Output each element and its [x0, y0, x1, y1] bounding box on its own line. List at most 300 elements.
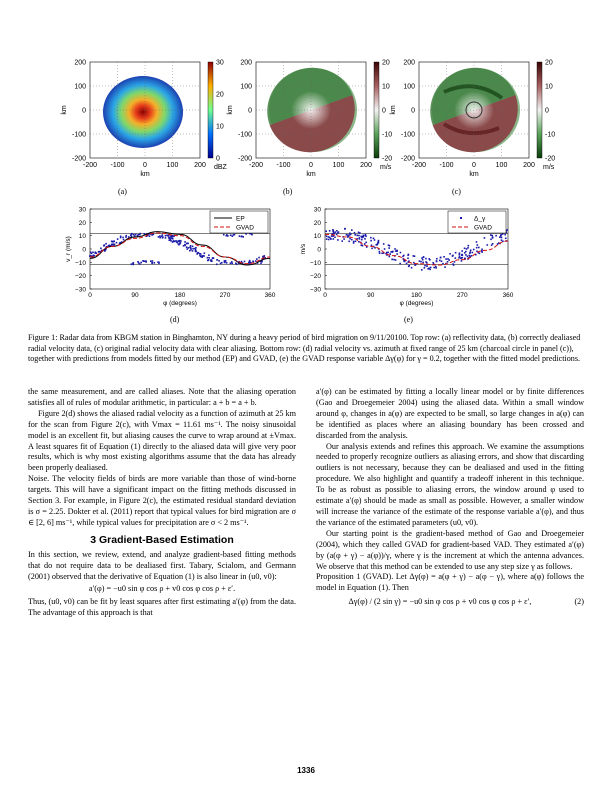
data-point: [500, 234, 502, 236]
data-point: [216, 263, 218, 265]
data-point: [354, 232, 356, 234]
data-point: [184, 241, 186, 243]
data-point: [149, 235, 151, 237]
data-point: [442, 263, 444, 265]
map-x-label: km: [140, 171, 150, 178]
data-point: [180, 240, 182, 242]
map-y-tick: 100: [240, 83, 252, 91]
data-point: [332, 230, 334, 232]
data-point: [364, 238, 366, 240]
data-point: [189, 246, 191, 248]
data-point: [491, 244, 493, 246]
proposition-1: Proposition 1 (GVAD). Let Δγ(φ) = a(φ + γ) − a(φ − γ), where a(φ) follows the model in Equation (1). Then: [316, 572, 584, 593]
data-point: [502, 233, 504, 235]
data-point: [169, 236, 171, 238]
equation-2-number: (2): [574, 597, 584, 607]
data-point: [414, 264, 416, 266]
map-y-tick: 0: [248, 107, 252, 115]
data-point: [116, 242, 118, 244]
data-point: [334, 231, 336, 233]
data-point: [477, 244, 479, 246]
data-point: [396, 253, 398, 255]
map-x-tick: 100: [166, 162, 179, 169]
data-point: [111, 244, 113, 246]
colorbar-tick: 30: [216, 59, 224, 67]
section-heading: 3 Gradient-Based Estimation: [90, 533, 234, 546]
data-point: [158, 236, 160, 238]
data-point: [224, 260, 226, 262]
data-point: [263, 255, 265, 257]
data-point: [392, 251, 394, 253]
plot-y-tick: −10: [74, 259, 86, 267]
data-point: [351, 229, 353, 231]
data-point: [383, 243, 385, 245]
data-point: [365, 235, 367, 237]
data-point: [388, 247, 390, 249]
data-point: [245, 233, 247, 235]
data-point: [260, 262, 262, 264]
data-point: [449, 253, 451, 255]
map-x-tick: 200: [523, 162, 535, 169]
plot-x-tick: 0: [323, 292, 327, 299]
data-point: [348, 241, 350, 243]
data-point: [230, 262, 232, 264]
data-point: [143, 233, 145, 235]
data-point: [501, 237, 503, 239]
data-point: [484, 237, 486, 239]
map-y-tick: -100: [71, 131, 86, 139]
data-point: [470, 249, 472, 251]
data-point: [230, 234, 232, 236]
data-point: [113, 241, 115, 243]
data-point: [364, 243, 366, 245]
data-point: [432, 262, 434, 264]
data-point: [123, 239, 125, 241]
plot-x-tick: 180: [411, 292, 422, 299]
data-point: [169, 239, 171, 241]
data-point: [179, 241, 181, 243]
data-point: [505, 238, 507, 240]
data-point: [411, 267, 413, 269]
data-point: [393, 259, 395, 261]
data-point: [495, 235, 497, 237]
data-point: [139, 263, 141, 265]
map-x-tick: 200: [194, 162, 206, 169]
panel-e-label: (e): [404, 315, 413, 324]
data-point: [186, 246, 188, 248]
data-point: [258, 257, 260, 259]
data-point: [461, 260, 463, 262]
data-point: [103, 245, 105, 247]
plot-y-tick: −10: [309, 259, 321, 267]
colorbar-tick: -20: [545, 155, 556, 163]
right-para-2: Our analysis extends and refines this approach. We examine the assumptions needed to properly recognize outliers as aliasing errors, and show that discarding outliers is not necessary, because they can be dealiased and used in the fitting procedure. We also highlight and quantify a tradeoff inherent in this technique. To be as robust as possible to aliasing errors, the window around φ used to estimate a′(φ) should be made as small as possible. However, a smaller window will increase the variance of the estimate of the response variable a′(φ), and thus the variance of the estimated parameters (u0, v0).: [316, 441, 584, 527]
colorbar-tick: -10: [545, 131, 556, 139]
data-point: [252, 261, 254, 263]
data-point: [491, 235, 493, 237]
data-point: [469, 255, 471, 257]
panel-a-label: (a): [118, 187, 127, 196]
data-point: [250, 261, 252, 263]
data-point: [152, 260, 154, 262]
data-point: [208, 257, 210, 259]
data-point: [195, 250, 197, 252]
map-y-tick: -100: [237, 131, 252, 139]
data-point: [443, 256, 445, 258]
data-point: [336, 230, 338, 232]
legend: [210, 211, 268, 233]
data-point: [358, 237, 360, 239]
left-para-4: In this section, we review, extend, and analyze gradient-based fitting methods that do not require data to be dealiased first. Tabary, Scialom, and Germann (2001) observed that the derivative of Equation (1) is also linear in (u0, v0):: [28, 549, 296, 581]
data-point: [490, 234, 492, 236]
map-x-tick: -100: [276, 162, 291, 169]
map-x-tick: -200: [248, 162, 264, 169]
data-point: [360, 244, 362, 246]
data-point: [435, 266, 437, 268]
data-point: [353, 241, 355, 243]
data-point: [455, 257, 457, 259]
data-point: [425, 258, 427, 260]
data-point: [343, 238, 345, 240]
data-point: [381, 252, 383, 254]
data-point: [447, 261, 449, 263]
data-point: [426, 265, 428, 267]
data-point: [362, 235, 364, 237]
data-point: [338, 231, 340, 233]
data-point: [117, 238, 119, 240]
plot-y-tick: 0: [317, 246, 321, 254]
colorbar-unit: m/s: [380, 164, 392, 171]
data-point: [120, 237, 122, 239]
map-panels: [61, 55, 555, 178]
colorbar-tick: 10: [382, 83, 390, 91]
data-point: [468, 245, 470, 247]
data-point: [408, 254, 410, 256]
plot-y-label: m/s: [300, 243, 307, 255]
data-point: [325, 230, 327, 232]
data-point: [333, 238, 335, 240]
data-point: [192, 250, 194, 252]
map-x-tick: 200: [360, 162, 372, 169]
line-plots: [65, 207, 514, 308]
data-point: [172, 238, 174, 240]
data-point: [241, 236, 243, 238]
data-point: [183, 245, 185, 247]
data-point: [334, 236, 336, 238]
data-point: [200, 253, 202, 255]
data-point: [374, 239, 376, 241]
data-point: [379, 251, 381, 253]
data-point: [421, 269, 423, 271]
colorbar-tick: 0: [216, 155, 220, 163]
left-para-5: Thus, (u0, v0) can be fit by least squares after first estimating a′(φ) from the data. The advantage of this approach is that: [28, 597, 296, 618]
colorbar-tick: 20: [382, 59, 390, 67]
data-point: [256, 258, 258, 260]
data-point: [158, 262, 160, 264]
data-point: [218, 260, 220, 262]
data-point: [165, 235, 167, 237]
page-number: 1336: [297, 766, 315, 775]
data-point: [220, 263, 222, 265]
data-point: [94, 252, 96, 254]
data-point: [391, 259, 393, 261]
data-point: [122, 237, 124, 239]
data-point: [349, 232, 351, 234]
legend-marker: [460, 217, 462, 219]
data-point: [408, 265, 410, 267]
data-point: [354, 234, 356, 236]
data-point: [341, 240, 343, 242]
plot-1: [300, 207, 514, 308]
data-point: [423, 256, 425, 258]
data-point: [396, 250, 398, 252]
plot-y-tick: −20: [309, 273, 321, 281]
right-para-3: Our starting point is the gradient-based method of Gao and Droegemeier (2004), which they called GVAD for gradient-based VAD. They estimated a′(φ) by (a(φ + γ) − a(φ))/γ, where γ is the increment at which the antenna advances. We observe that this method can be extended to use any step size γ as follows.: [316, 528, 584, 571]
data-point: [439, 260, 441, 262]
data-point: [479, 252, 481, 254]
data-point: [337, 239, 339, 241]
map-panel-1: [227, 55, 392, 178]
left-column: [28, 387, 296, 619]
data-point: [346, 234, 348, 236]
colorbar-tick: 20: [216, 91, 224, 99]
data-point: [359, 232, 361, 234]
data-point: [376, 244, 378, 246]
data-point: [422, 259, 424, 261]
map-x-label: km: [306, 171, 316, 178]
data-point: [328, 239, 330, 241]
panel-d-label: (d): [170, 315, 180, 324]
data-point: [465, 251, 467, 253]
data-point: [347, 236, 349, 238]
data-point: [389, 253, 391, 255]
data-point: [190, 245, 192, 247]
data-point: [194, 248, 196, 250]
data-point: [329, 237, 331, 239]
map-y-label: km: [61, 105, 68, 115]
map-x-tick: -100: [439, 162, 454, 169]
plot-x-tick: 360: [502, 292, 514, 299]
data-point: [361, 239, 363, 241]
data-point: [199, 255, 201, 257]
data-point: [436, 258, 438, 260]
colorbar-tick: 10: [216, 123, 224, 131]
plot-x-tick: 270: [456, 292, 468, 299]
plot-y-tick: −30: [74, 286, 86, 294]
right-column: [316, 387, 584, 608]
data-point: [490, 239, 492, 241]
equation-2-row: [316, 597, 584, 608]
data-point: [92, 251, 94, 253]
data-point: [326, 236, 328, 238]
legend-label: Δ_γ: [474, 215, 486, 223]
data-point: [226, 262, 228, 264]
legend-label: GVAD: [236, 224, 254, 232]
plot-y-tick: −20: [74, 273, 86, 281]
data-point: [208, 254, 210, 256]
plot-y-tick: −30: [309, 286, 321, 294]
data-point: [128, 236, 130, 238]
data-point: [420, 261, 422, 263]
data-point: [244, 261, 246, 263]
data-point: [249, 260, 251, 262]
data-point: [90, 251, 92, 253]
legend-label: GVAD: [474, 224, 492, 232]
map-panel-0: [61, 60, 228, 179]
data-point: [389, 245, 391, 247]
data-point: [161, 236, 163, 238]
data-point: [384, 248, 386, 250]
data-point: [130, 234, 132, 236]
data-point: [390, 251, 392, 253]
data-point: [406, 263, 408, 265]
map-y-tick: -200: [71, 155, 86, 163]
data-point: [501, 239, 503, 241]
data-point: [461, 257, 463, 259]
data-point: [395, 259, 397, 261]
data-point: [207, 260, 209, 262]
data-point: [465, 254, 467, 256]
data-point: [140, 262, 142, 264]
data-point: [139, 234, 141, 236]
data-point: [344, 228, 346, 230]
figure-caption: Figure 1: Radar data from KBGM station in Binghamton, NY during a heavy period of bird migration on 9/11/20100. Top row: (a) reflectivity data, (b) correctly dealiased radial velocity data, (c) original radial velocity data with clear aliasing. Bottom row: (d) radial velocity vs. azimuth at fixed range of 25 km (charcoal circle in panel (c)), together with predictions from models fitted by our method (EP) and GVAD, (e) the GVAD response variable Δγ(φ) for γ = 0.2, together with the fitted model predictions.: [28, 333, 581, 364]
data-point: [204, 252, 206, 254]
data-point: [506, 229, 508, 231]
data-point: [137, 234, 139, 236]
data-point: [355, 240, 357, 242]
data-point: [349, 238, 351, 240]
map-y-tick: 100: [74, 83, 86, 91]
data-point: [358, 235, 360, 237]
map-y-tick: 0: [411, 107, 415, 115]
data-point: [207, 257, 209, 259]
data-point: [137, 261, 139, 263]
data-point: [429, 259, 431, 261]
data-point: [469, 251, 471, 253]
data-point: [425, 261, 427, 263]
data-point: [235, 263, 237, 265]
plot-y-tick: 20: [78, 219, 86, 227]
data-point: [125, 236, 127, 238]
map-x-label: km: [469, 171, 479, 178]
legend-label: EP: [236, 215, 245, 223]
figure-1: [0, 0, 612, 330]
data-point: [419, 260, 421, 262]
data-point: [184, 244, 186, 246]
data-point: [151, 262, 153, 264]
colorbar-unit: m/s: [543, 164, 555, 171]
data-point: [166, 234, 168, 236]
data-point: [173, 240, 175, 242]
data-point: [132, 264, 134, 266]
plot-y-tick: 10: [78, 233, 86, 241]
data-point: [347, 234, 349, 236]
data-point: [471, 255, 473, 257]
data-point: [190, 249, 192, 251]
right-para-1: a′(φ) can be estimated by fitting a locally linear model or by finite differences (Gao and Droegemeier 2004) using the aliased data. Within a small window around φ, changes in a(φ) are expected to be small, so large changes in a(φ) can be identified as places where an aliasing boundary has been crossed and discarded from the analysis.: [316, 387, 584, 440]
map-x-tick: 0: [309, 162, 313, 169]
map-y-label: km: [390, 105, 397, 115]
equation-derivative: a′(φ) = −u0 sin φ cos ρ + v0 cos φ cos ρ + ε′.: [88, 584, 236, 594]
data-point: [421, 257, 423, 259]
data-point: [192, 246, 194, 248]
data-point: [478, 247, 480, 249]
map-y-tick: 100: [403, 83, 415, 91]
data-point: [360, 236, 362, 238]
data-point: [133, 234, 135, 236]
data-point: [186, 248, 188, 250]
map-x-tick: 0: [143, 162, 147, 169]
map-y-tick: -200: [237, 155, 252, 163]
data-point: [464, 247, 466, 249]
map-x-tick: -100: [110, 162, 125, 169]
map-panel-2: [390, 55, 555, 178]
colorbar-unit: dBZ: [214, 164, 227, 171]
data-point: [444, 266, 446, 268]
data-point: [211, 259, 213, 261]
data-point: [212, 257, 214, 259]
data-point: [481, 250, 483, 252]
plot-x-label: φ (degrees): [163, 300, 197, 307]
colorbar-tick: 0: [545, 107, 549, 115]
data-point: [187, 242, 189, 244]
data-point: [326, 238, 328, 240]
equation-2: Δγ(φ) / (2 sin γ) = −u0 sin φ cos ρ + v0 cos φ cos ρ + ε′,: [348, 597, 532, 607]
data-point: [113, 243, 115, 245]
plot-y-tick: 30: [313, 206, 321, 214]
data-point: [132, 262, 134, 264]
data-point: [445, 258, 447, 260]
data-point: [400, 252, 402, 254]
data-point: [131, 263, 133, 265]
data-point: [436, 260, 438, 262]
data-point: [370, 240, 372, 242]
data-point: [476, 241, 478, 243]
data-point: [255, 260, 257, 262]
data-point: [467, 256, 469, 258]
data-point: [353, 242, 355, 244]
data-point: [170, 240, 172, 242]
data-point: [452, 255, 454, 257]
data-point: [454, 261, 456, 263]
panel-b-label: (b): [283, 187, 293, 196]
data-point: [135, 234, 137, 236]
data-point: [412, 255, 414, 257]
plot-x-tick: 90: [367, 292, 375, 299]
data-point: [476, 247, 478, 249]
data-point: [142, 260, 144, 262]
colorbar: [374, 62, 379, 158]
plot-0: [65, 207, 276, 308]
plot-y-label: v_r (m/s): [65, 236, 72, 262]
data-point: [242, 236, 244, 238]
data-point: [433, 267, 435, 269]
data-point: [459, 252, 461, 254]
plot-y-tick: 10: [313, 233, 321, 241]
data-point: [196, 253, 198, 255]
map-x-tick: 100: [495, 162, 508, 169]
data-point: [422, 262, 424, 264]
data-point: [427, 268, 429, 270]
data-point: [373, 238, 375, 240]
data-point: [467, 247, 469, 249]
data-point: [100, 247, 102, 249]
data-point: [370, 237, 372, 239]
data-point: [460, 258, 462, 260]
data-point: [440, 257, 442, 259]
map-y-tick: -100: [400, 131, 415, 139]
